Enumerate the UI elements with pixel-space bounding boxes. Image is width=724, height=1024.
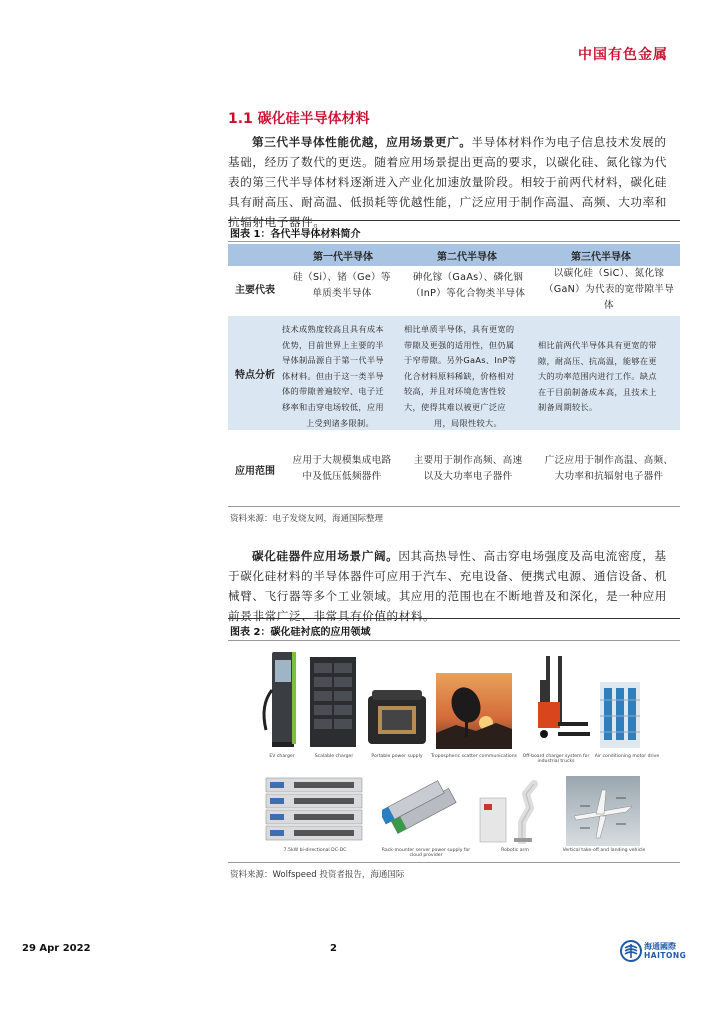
table-row-label: 应用范围 — [235, 466, 275, 477]
scalable-charger-image — [306, 655, 360, 750]
figure2-source: 资料来源：Wolfspeed 投资者报告，海通国际 — [230, 870, 405, 880]
haitong-logo-icon — [620, 940, 642, 962]
intro-line-4: 具有耐高压、耐高温、低损耗等优越性能，广泛应用于制作高温、高频、大功率和 — [228, 195, 667, 209]
application-line-3: 械臂、飞行器等多个工业领域。其应用的范围也在不断地普及和深化，是一种应用 — [228, 589, 667, 603]
dc-dc-converter-image — [264, 774, 364, 846]
figure2-bottom-rule — [228, 862, 680, 863]
caption: Tropospheric scatter communications — [430, 754, 518, 759]
table-cell: 技术成熟度较高且具有成本 优势，目前世界上主要的半 导体制品源自于第一代半导 体材料。但由于这一类半导 体的带隙普遍较窄、电子迁 移率和击穿电场较低，应用 上受到诸多限制。 — [282, 324, 384, 428]
caption: Rack-mounter server power supply for cloud provider — [381, 848, 471, 858]
page-number: 2 — [330, 943, 337, 954]
table-cell: 广泛应用于制作高温、高频、 大功率和抗辐射电子器件 — [544, 455, 674, 482]
figure2-title-rule — [228, 640, 680, 641]
intro-line-2: 基础，经历了数代的更迭。随着应用场景提出更高的要求，以碳化硅、氮化镓为代 — [228, 155, 667, 169]
caption: Scalable charger — [314, 754, 354, 759]
portable-power-supply-image — [366, 686, 428, 748]
caption: Portable power supply — [371, 754, 423, 759]
table-col-header: 第二代半导体 — [437, 252, 497, 263]
server-power-supply-image — [382, 780, 468, 840]
section-title: 1.1 碳化硅半导体材料 — [228, 111, 370, 127]
intro-line-3: 表的第三代半导体材料逐渐进入产业化加速放量阶段。相较于前两代材料，碳化硅 — [228, 175, 667, 189]
table-cell: 相比单质半导体，具有更宽的 带隙及更强的适用性，但仍属 于窄带隙。另外GaAs、InP等 化合材料原料稀缺，价格相对 较高，并且对环境危害性较 大，使得其难以被更广泛应 用，局限性较大。 — [404, 324, 517, 428]
application-line-1: 因其高热导性、高击穿电场强度及高电流密度，基 — [398, 549, 667, 563]
caption: EV charger — [269, 754, 295, 759]
figure1-top-rule — [228, 220, 680, 221]
application-paragraph — [228, 546, 680, 626]
table-col-header: 第一代半导体 — [313, 252, 373, 263]
table-row-label: 特点分析 — [235, 370, 275, 381]
logo-en-text: HAITONG — [644, 951, 687, 960]
table-col-header: 第三代半导体 — [571, 252, 631, 263]
table-cell: 应用于大规模集成电路 中及低压低频器件 — [292, 455, 392, 482]
caption: Air conditioning motor drive — [594, 754, 660, 759]
table-cell: 砷化镓（GaAs）、磷化铟 （InP）等化合物类半导体 — [410, 272, 526, 299]
figure2-title: 图表 2：碳化硅衬底的应用领域 — [230, 627, 371, 638]
figure1-title: 图表 1：各代半导体材料简介 — [230, 229, 361, 240]
intro-paragraph — [228, 132, 680, 232]
robotic-arm-image — [478, 778, 548, 844]
caption: 7.5kW bi-directional DC-DC — [283, 848, 347, 853]
ac-motor-drive-image — [598, 680, 642, 750]
intro-line-5: 抗辐射电子器件。 — [228, 215, 326, 229]
ev-charger-image — [258, 650, 306, 750]
intro-lead-bold: 第三代半导体性能优越，应用场景更广。 — [252, 135, 472, 149]
table-cell: 硅（Si）、锗（Ge）等 单质类半导体 — [293, 272, 391, 299]
report-date: 29 Apr 2022 — [22, 943, 91, 954]
caption: Robotic arm — [501, 848, 529, 853]
application-lead-bold: 碳化硅器件应用场景广阔。 — [252, 549, 399, 563]
caption: Off-board charger system for industrial trucks — [522, 754, 590, 764]
figure1-title-rule — [228, 241, 680, 242]
table-cell: 相比前两代半导体具有更宽的带 隙，耐高压、抗高温，能够在更 大的功率范围内进行工作。缺点 在于目前制备成本高，且技术上 制备周期较长。 — [538, 340, 657, 413]
figure2-top-rule — [228, 618, 680, 619]
tropospheric-comms-image — [436, 673, 512, 749]
logo-cn-text: 海通國際 — [644, 942, 676, 951]
table-row-label: 主要代表 — [235, 285, 275, 296]
report-header-title: 中国有色金属 — [578, 47, 668, 63]
vtol-vehicle-image — [566, 776, 640, 846]
intro-line-1: 半导体材料作为电子信息技术发展的 — [471, 135, 667, 149]
industrial-truck-image — [528, 652, 592, 750]
table-cell: 主要用于制作高频、高速 以及大功率电子器件 — [413, 455, 523, 482]
caption: Vertical take-off and landing vehicle — [562, 848, 646, 853]
figure1-bottom-rule — [228, 506, 680, 507]
application-line-4: 前景非常广泛、非常具有价值的材料。 — [228, 609, 436, 623]
application-line-2: 于碳化硅材料的半导体器件可应用于汽车、充电设备、便携式电源、通信设备、机 — [228, 569, 667, 583]
table-cell: 以碳化硅（SiC）、氮化镓 （GaN）为代表的宽带隙半导 体 — [543, 268, 675, 311]
figure1-source: 资料来源：电子发烧友网，海通国际整理 — [230, 514, 384, 524]
